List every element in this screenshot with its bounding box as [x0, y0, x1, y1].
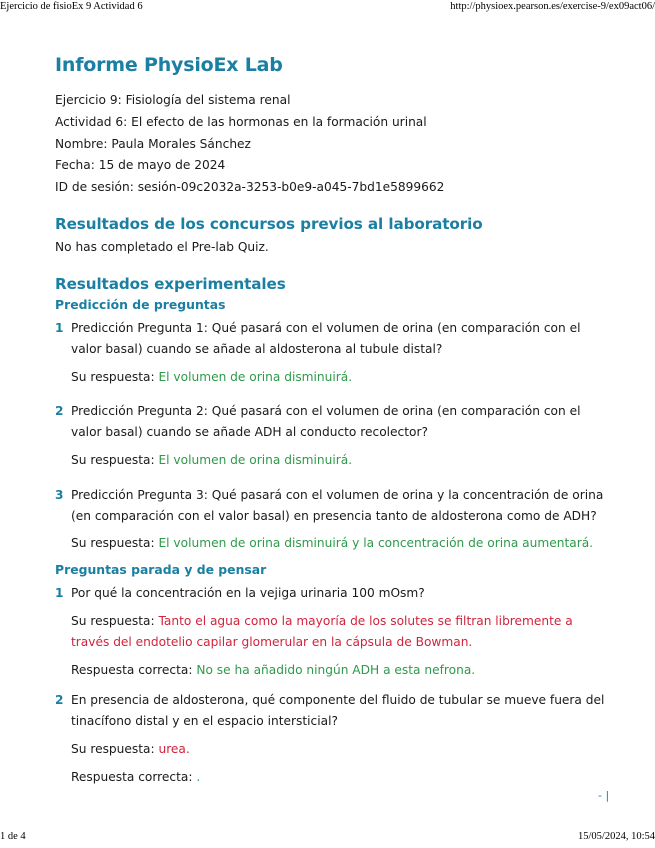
correct-answer-label: Respuesta correcta:	[71, 662, 193, 677]
stop-think-question-row	[55, 690, 610, 732]
prediction-item	[55, 401, 610, 470]
print-header-url[interactable]: http://physioex.pearson.es/exercise-9/ex09act06/	[450, 1, 655, 12]
answer-text: El volumen de orina disminuirá y la concentración de orina aumentará.	[158, 536, 594, 551]
prelab-text: No has completado el Pre-lab Quiz.	[55, 239, 269, 254]
question-text: Predicción Pregunta 3: Qué pasará con el volumen de orina y la concentración de orina (en comparación con el valor basal) en presencia tanto de aldosterona como de ADH?	[71, 487, 604, 523]
print-header	[0, 0, 655, 14]
question-text: En presencia de aldosterona, qué componente del fluido de tubular se mueve fuera del tinacífono distal y en el espacio intersticial?	[71, 693, 605, 729]
report-meta	[55, 90, 610, 199]
answer-row	[71, 367, 610, 388]
footer-datetime: 15/05/2024, 10:54	[577, 831, 655, 842]
question-text: Predicción Pregunta 1: Qué pasará con el volumen de orina (en comparación con el valor basal) cuando se añade al aldosterona al tubule distal?	[71, 320, 581, 356]
correct-answer-row	[71, 767, 610, 788]
print-footer	[0, 830, 655, 844]
correct-answer-label: Respuesta correcta:	[71, 769, 193, 784]
question-number: 2	[55, 693, 64, 708]
meta-date: Fecha: 15 de mayo de 2024	[55, 158, 226, 173]
correct-answer-text: No se ha añadido ningún ADH a esta nefrona.	[196, 662, 476, 677]
prelab-heading: Resultados de los concursos previos al laboratorio	[55, 214, 483, 233]
question-number: 2	[55, 404, 64, 419]
question-number: 1	[55, 320, 64, 335]
prediction-item	[55, 485, 610, 554]
answer-label: Su respuesta:	[71, 613, 155, 628]
footer-page-number: 1 de 4	[0, 831, 26, 842]
meta-exercise: Ejercicio 9: Fisiología del sistema renal	[55, 93, 291, 107]
stop-think-item	[55, 690, 610, 787]
question-number: 1	[55, 586, 64, 601]
answer-text: urea.	[158, 741, 190, 756]
question-number: 3	[55, 487, 64, 502]
answer-row	[71, 450, 610, 471]
answer-row	[71, 739, 610, 760]
prediction-question-row	[55, 318, 610, 360]
meta-name: Nombre: Paula Morales Sánchez	[55, 136, 251, 151]
prediction-question-row	[55, 485, 610, 527]
answer-row	[71, 611, 610, 653]
correct-answer-text: .	[196, 769, 201, 784]
experimental-heading: Resultados experimentales	[55, 274, 286, 293]
print-header-title: Ejercicio de fisioEx 9 Actividad 6	[0, 1, 143, 12]
predictions-heading: Predicción de preguntas	[55, 296, 226, 312]
correct-answer-row	[71, 660, 610, 681]
answer-label: Su respuesta:	[71, 452, 155, 467]
question-text: Predicción Pregunta 2: Qué pasará con el volumen de orina (en comparación con el valor basal) cuando se añade ADH al conducto recolector?	[71, 404, 581, 440]
stop-think-heading: Preguntas parada y de pensar	[55, 562, 267, 578]
question-text: Por qué la concentración en la vejiga urinaria 100 mOsm?	[71, 586, 425, 601]
report-content	[55, 54, 610, 798]
answer-text: El volumen de orina disminuirá.	[158, 452, 353, 467]
stop-think-question-row	[55, 583, 610, 604]
meta-session-id: ID de sesión: sesión-09c2032a-3253-b0e9-a045-7bd1e5899662	[55, 180, 445, 195]
prediction-item	[55, 318, 610, 387]
answer-text: Tanto el agua como la mayoría de los solutes se filtran libremente a través del endotelio capilar glomerular en la cápsula de Bowman.	[71, 613, 573, 649]
page-marker: - |	[598, 789, 610, 802]
page-title: Informe PhysioEx Lab	[55, 54, 283, 76]
answer-label: Su respuesta:	[71, 741, 155, 756]
answer-row	[71, 533, 610, 554]
meta-activity: Actividad 6: El efecto de las hormonas en la formación urinal	[55, 114, 427, 129]
answer-label: Su respuesta:	[71, 536, 155, 551]
prediction-question-row	[55, 401, 610, 443]
answer-text: El volumen de orina disminuirá.	[158, 369, 353, 384]
stop-think-item	[55, 583, 610, 680]
answer-label: Su respuesta:	[71, 369, 155, 384]
